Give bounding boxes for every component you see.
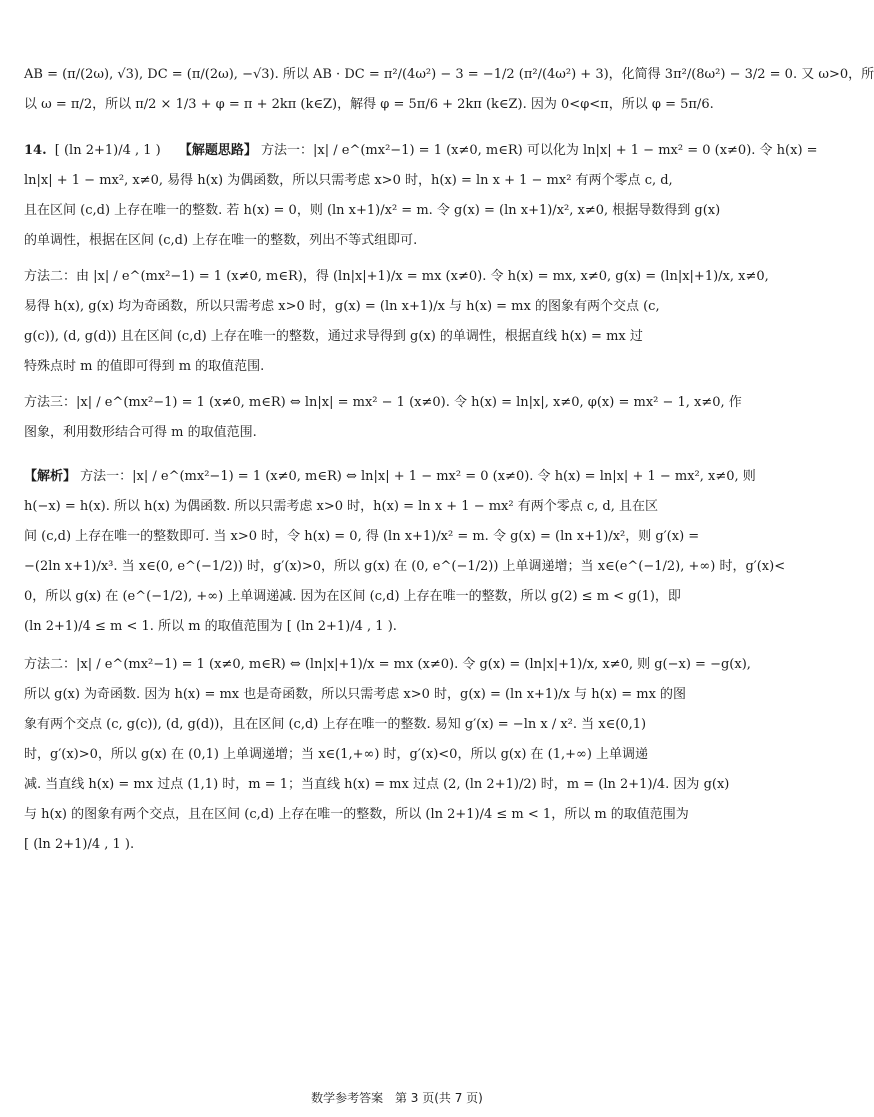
text-line: 易得 h(x), g(x) 均为奇函数，所以只需考虑 x>0 时，g(x) = (ln x+1)/x 与 h(x) = mx 的图象有两个交点 (c,: [24, 299, 660, 314]
text-line: 间 (c,d) 上存在唯一的整数即可. 当 x>0 时，令 h(x) = 0, 得 (ln x+1)/x² = m. 令 g(x) = (ln x+1)/x²，则 g′(x) =: [24, 529, 700, 544]
analysis-header: [24, 462, 766, 492]
text-line: 方法三：|x| / e^(mx²−1) = 1 (x≠0, m∈R) ⇔ ln|x| = mx² − 1 (x≠0). 令 h(x) = ln|x|, x≠0, φ(x) = mx² − 1, x≠0, 作: [24, 395, 742, 410]
text-line: h(−x) = h(x). 所以 h(x) 为偶函数. 所以只需考虑 x>0 时，h(x) = ln x + 1 − mx² 有两个零点 c, d, 且在区: [24, 499, 658, 514]
text-line: 0，所以 g(x) 在 (e^(−1/2), +∞) 上单调递减. 因为在区间 (c,d) 上存在唯一的整数，所以 g(2) ≤ m < g(1)，即: [24, 589, 681, 604]
text-line: ln|x| + 1 − mx², x≠0, 易得 h(x) 为偶函数，所以只需考虑 x>0 时，h(x) = ln x + 1 − mx² 有两个零点 c, d,: [24, 173, 673, 188]
footer-page-number: 第 3 页(共 7 页): [394, 1091, 483, 1105]
text-line: 的单调性，根据在区间 (c,d) 上存在唯一的整数，列出不等式组即可.: [24, 233, 418, 248]
question-answer: [ (ln 2+1)/4 , 1 ): [54, 143, 161, 158]
question-14: [24, 136, 818, 448]
text-line: 减. 当直线 h(x) = mx 过点 (1,1) 时，m = 1；当直线 h(x) = mx 过点 (2, (ln 2+1)/2) 时，m = (ln 2+1)/4. 因为 g(x): [24, 777, 730, 792]
text-line: 方法一：|x| / e^(mx²−1) = 1 (x≠0, m∈R) ⇔ ln|x| + 1 − mx² = 0 (x≠0). 令 h(x) = ln|x| + 1 − mx², x≠0, 则: [80, 469, 756, 484]
text-line: −(2ln x+1)/x³. 当 x∈(0, e^(−1/2)) 时，g′(x)>0，所以 g(x) 在 (0, e^(−1/2)) 上单调递增；当 x∈(e^(−1/2), +∞) 时，g′(x)<: [24, 559, 786, 574]
text-line: g(c)), (d, g(d)) 且在区间 (c,d) 上存在唯一的整数，通过求导得到 g(x) 的单调性，根据直线 h(x) = mx 过: [24, 329, 643, 344]
text-line: AB = (π/(2ω), √3), DC = (π/(2ω), −√3). 所以 AB · DC = π²/(4ω²) − 3 = −1/2 (π²/(4ω²) + 3)，化简得 3π²/(8ω²) − 3/2 = 0. 又 ω>0，所: [24, 67, 874, 82]
text-line: 时，g′(x)>0，所以 g(x) 在 (0,1) 上单调递增；当 x∈(1,+∞) 时，g′(x)<0，所以 g(x) 在 (1,+∞) 上单调递: [24, 747, 649, 762]
text-line: 方法二：|x| / e^(mx²−1) = 1 (x≠0, m∈R) ⇔ (ln|x|+1)/x = mx (x≠0). 令 g(x) = (ln|x|+1)/x, x≠0, 则 g(−x) = −g(x),: [24, 657, 751, 672]
page-footer: [0, 1088, 794, 1108]
text-line: [ (ln 2+1)/4 , 1 ).: [24, 837, 135, 852]
analysis-tag: 【解析】: [24, 469, 77, 484]
text-line: 且在区间 (c,d) 上存在唯一的整数. 若 h(x) = 0，则 (ln x+1)/x² = m. 令 g(x) = (ln x+1)/x², x≠0, 根据导数得到 g(x): [24, 203, 721, 218]
analysis-section: [24, 462, 786, 860]
text-line: 所以 g(x) 为奇函数. 因为 h(x) = mx 也是奇函数，所以只需考虑 x>0 时，g(x) = (ln x+1)/x 与 h(x) = mx 的图: [24, 687, 687, 702]
prev-question-continuation: [24, 60, 874, 120]
question-number: 14.: [24, 143, 47, 158]
text-line: 方法一：|x| / e^(mx²−1) = 1 (x≠0, m∈R) 可以化为 ln|x| + 1 − mx² = 0 (x≠0). 令 h(x) =: [261, 143, 818, 158]
text-line: 象有两个交点 (c, g(c)), (d, g(d))，且在区间 (c,d) 上存在唯一的整数. 易知 g′(x) = −ln x / x². 当 x∈(0,1): [24, 717, 647, 732]
text-line: 与 h(x) 的图象有两个交点，且在区间 (c,d) 上存在唯一的整数，所以 (ln 2+1)/4 ≤ m < 1，所以 m 的取值范围为: [24, 807, 689, 822]
text-line: 图象，利用数形结合可得 m 的取值范围.: [24, 425, 257, 440]
text-line: 以 ω = π/2，所以 π/2 × 1/3 + φ = π + 2kπ (k∈Z)，解得 φ = 5π/6 + 2kπ (k∈Z). 因为 0<φ<π，所以 φ = 5π/6.: [24, 97, 714, 112]
footer-subject: 数学参考答案: [311, 1091, 384, 1105]
text-line: 方法二：由 |x| / e^(mx²−1) = 1 (x≠0, m∈R)，得 (ln|x|+1)/x = mx (x≠0). 令 h(x) = mx, x≠0, g(x) = (ln|x|+1)/x, x≠0,: [24, 269, 769, 284]
text-line: 特殊点时 m 的值即可得到 m 的取值范围.: [24, 359, 265, 374]
solution-idea-tag: 【解题思路】: [178, 143, 257, 158]
question-14-header: [24, 136, 818, 166]
text-line: (ln 2+1)/4 ≤ m < 1. 所以 m 的取值范围为 [ (ln 2+1)/4 , 1 ).: [24, 619, 397, 634]
